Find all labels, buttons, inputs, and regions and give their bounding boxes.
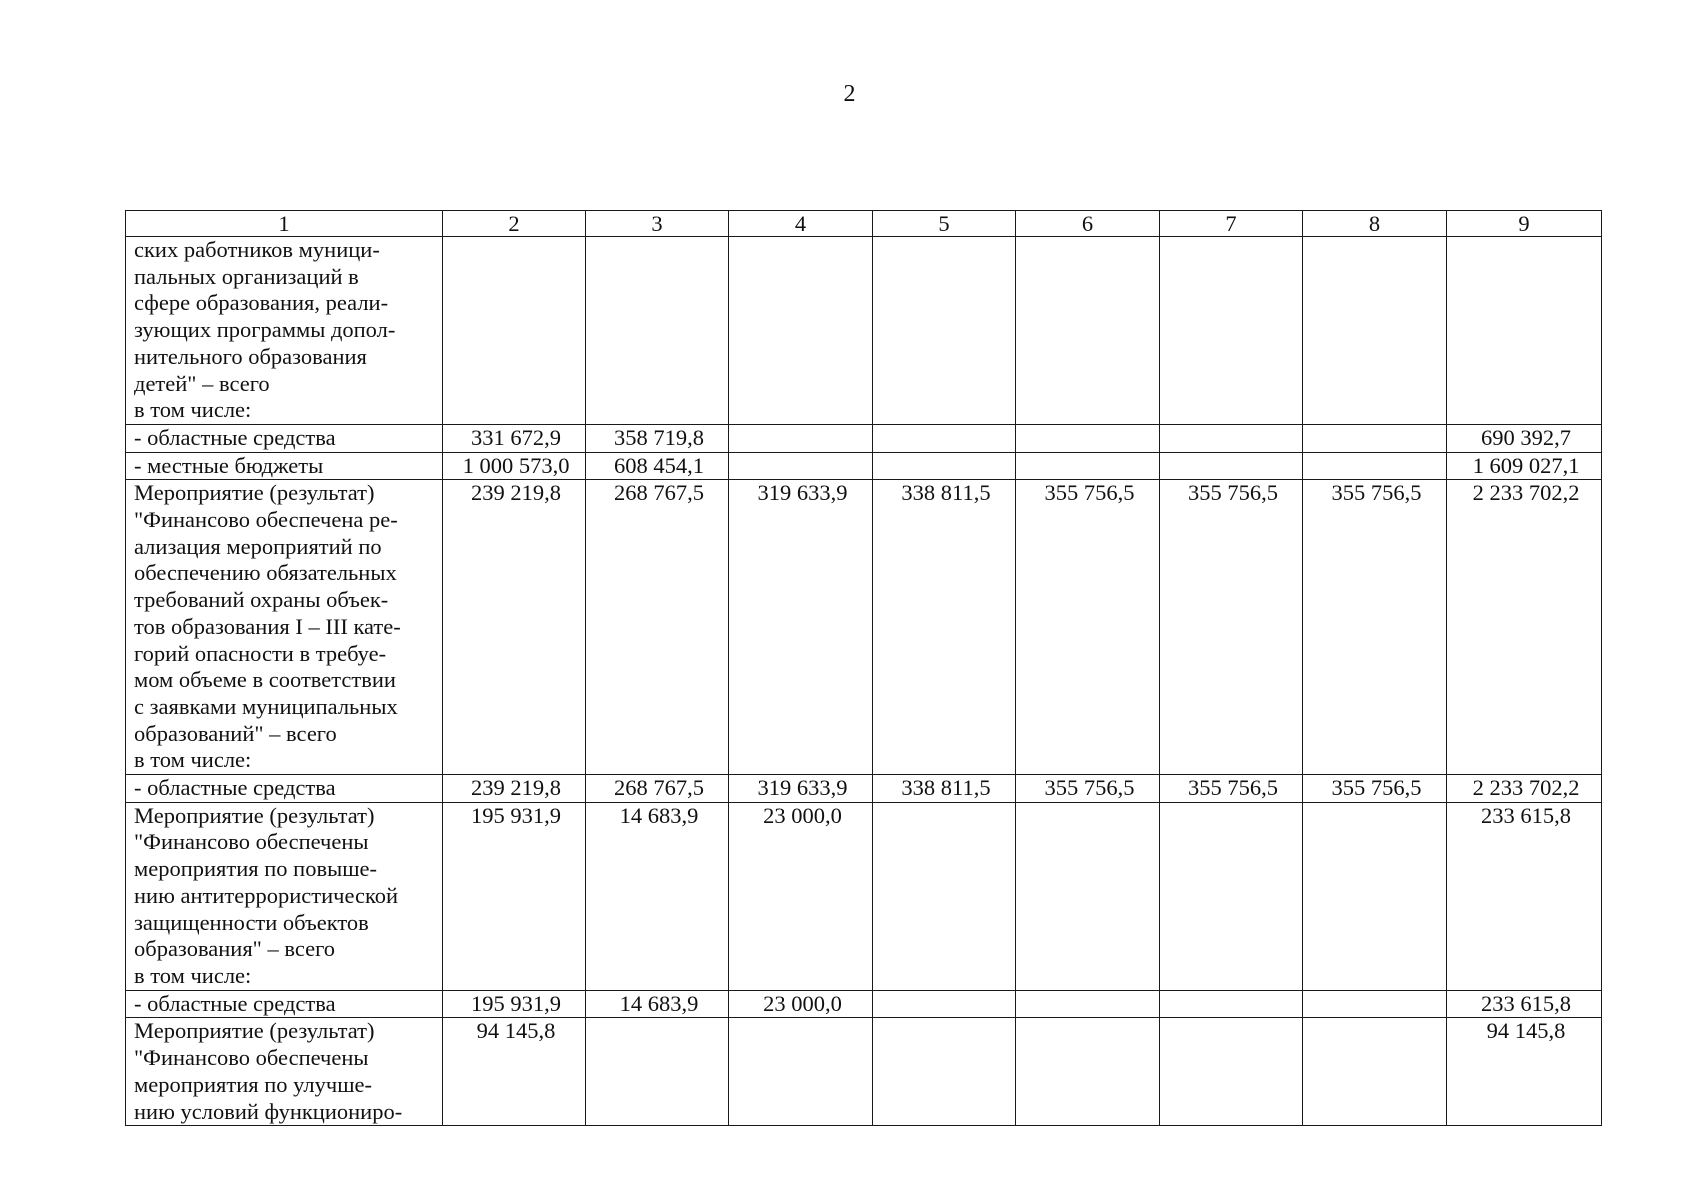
table-cell: [1160, 237, 1303, 425]
table-row: [126, 990, 1602, 1018]
table-cell: 14 683,9: [586, 802, 729, 990]
table-cell: [729, 1018, 873, 1126]
table-row: [126, 775, 1602, 803]
table-cell: [1303, 452, 1447, 480]
table-cell: [1160, 990, 1303, 1018]
row-label: Мероприятие (результат) "Финансово обеспечены мероприятия по улучше- нию условий функциониро-: [126, 1018, 443, 1126]
table-cell: 195 931,9: [443, 802, 586, 990]
table-cell: 233 615,8: [1447, 990, 1602, 1018]
table-cell: 195 931,9: [443, 990, 586, 1018]
column-header: 8: [1303, 211, 1447, 237]
column-header: 2: [443, 211, 586, 237]
table-cell: [586, 1018, 729, 1126]
table-cell: [1303, 990, 1447, 1018]
row-label: - местные бюджеты: [126, 452, 443, 480]
column-header: 6: [1016, 211, 1160, 237]
table-cell: 338 811,5: [873, 480, 1016, 775]
table-cell: 355 756,5: [1160, 480, 1303, 775]
table-cell: 2 233 702,2: [1447, 480, 1602, 775]
table-cell: [1160, 452, 1303, 480]
table-cell: 608 454,1: [586, 452, 729, 480]
row-label: Мероприятие (результат) "Финансово обеспечены мероприятия по повыше- нию антитеррористической защищенности объектов образования" – всего в том числе:: [126, 802, 443, 990]
table-cell: 319 633,9: [729, 480, 873, 775]
table-cell: 331 672,9: [443, 424, 586, 452]
table-cell: 23 000,0: [729, 802, 873, 990]
table-header-row: [126, 211, 1602, 237]
table-cell: [1016, 237, 1160, 425]
column-header: 7: [1160, 211, 1303, 237]
column-header: 5: [873, 211, 1016, 237]
table-cell: 690 392,7: [1447, 424, 1602, 452]
table-cell: [873, 424, 1016, 452]
table-row: [126, 802, 1602, 990]
table-cell: 268 767,5: [586, 480, 729, 775]
table-cell: 23 000,0: [729, 990, 873, 1018]
table-cell: 319 633,9: [729, 775, 873, 803]
table-row: [126, 424, 1602, 452]
table-cell: 338 811,5: [873, 775, 1016, 803]
column-header: 3: [586, 211, 729, 237]
table-cell: [1016, 424, 1160, 452]
table-cell: [729, 452, 873, 480]
table-cell: 355 756,5: [1303, 480, 1447, 775]
table-cell: [1303, 237, 1447, 425]
table-cell: [1447, 237, 1602, 425]
table-cell: 233 615,8: [1447, 802, 1602, 990]
table-cell: 355 756,5: [1016, 480, 1160, 775]
table-cell: [1160, 424, 1303, 452]
table-cell: 94 145,8: [443, 1018, 586, 1126]
table-cell: 1 000 573,0: [443, 452, 586, 480]
table-row: [126, 237, 1602, 425]
table-cell: [1016, 452, 1160, 480]
table-cell: [1016, 802, 1160, 990]
table-cell: 239 219,8: [443, 480, 586, 775]
column-header: 9: [1447, 211, 1602, 237]
table-cell: 14 683,9: [586, 990, 729, 1018]
table-row: [126, 452, 1602, 480]
table-cell: [1303, 424, 1447, 452]
table-cell: 2 233 702,2: [1447, 775, 1602, 803]
column-header: 4: [729, 211, 873, 237]
table-cell: [873, 990, 1016, 1018]
table-cell: 268 767,5: [586, 775, 729, 803]
table-cell: [873, 452, 1016, 480]
table-row: [126, 1018, 1602, 1126]
table-cell: 94 145,8: [1447, 1018, 1602, 1126]
table-cell: [1303, 1018, 1447, 1126]
row-label: - областные средства: [126, 775, 443, 803]
table-cell: 355 756,5: [1016, 775, 1160, 803]
table-cell: [1016, 1018, 1160, 1126]
table-cell: [1016, 990, 1160, 1018]
table-cell: [1303, 802, 1447, 990]
table-cell: [1160, 1018, 1303, 1126]
table-cell: [443, 237, 586, 425]
table-cell: [729, 237, 873, 425]
table-cell: 239 219,8: [443, 775, 586, 803]
table-cell: [873, 802, 1016, 990]
table-cell: [586, 237, 729, 425]
row-label: - областные средства: [126, 424, 443, 452]
table-cell: [729, 424, 873, 452]
row-label: - областные средства: [126, 990, 443, 1018]
table-cell: 1 609 027,1: [1447, 452, 1602, 480]
table-cell: [1160, 802, 1303, 990]
table-cell: 358 719,8: [586, 424, 729, 452]
table-cell: [873, 237, 1016, 425]
page-number: 2: [843, 81, 856, 107]
table-cell: [873, 1018, 1016, 1126]
table-cell: 355 756,5: [1303, 775, 1447, 803]
table-cell: 355 756,5: [1160, 775, 1303, 803]
table-row: [126, 480, 1602, 775]
column-header: 1: [126, 211, 443, 237]
budget-table: [125, 210, 1602, 1126]
row-label: ских работников муници- пальных организаций в сфере образования, реали- зующих программы допол- нительного образования детей" – всего в том числе:: [126, 237, 443, 425]
row-label: Мероприятие (результат) "Финансово обеспечена ре- ализация мероприятий по обеспечению обязательных требований охраны объек- тов образования I – III кате- горий опасности в требуе- мом объеме в соответствии с заявками муниципальных образований" – всего в том числе:: [126, 480, 443, 775]
